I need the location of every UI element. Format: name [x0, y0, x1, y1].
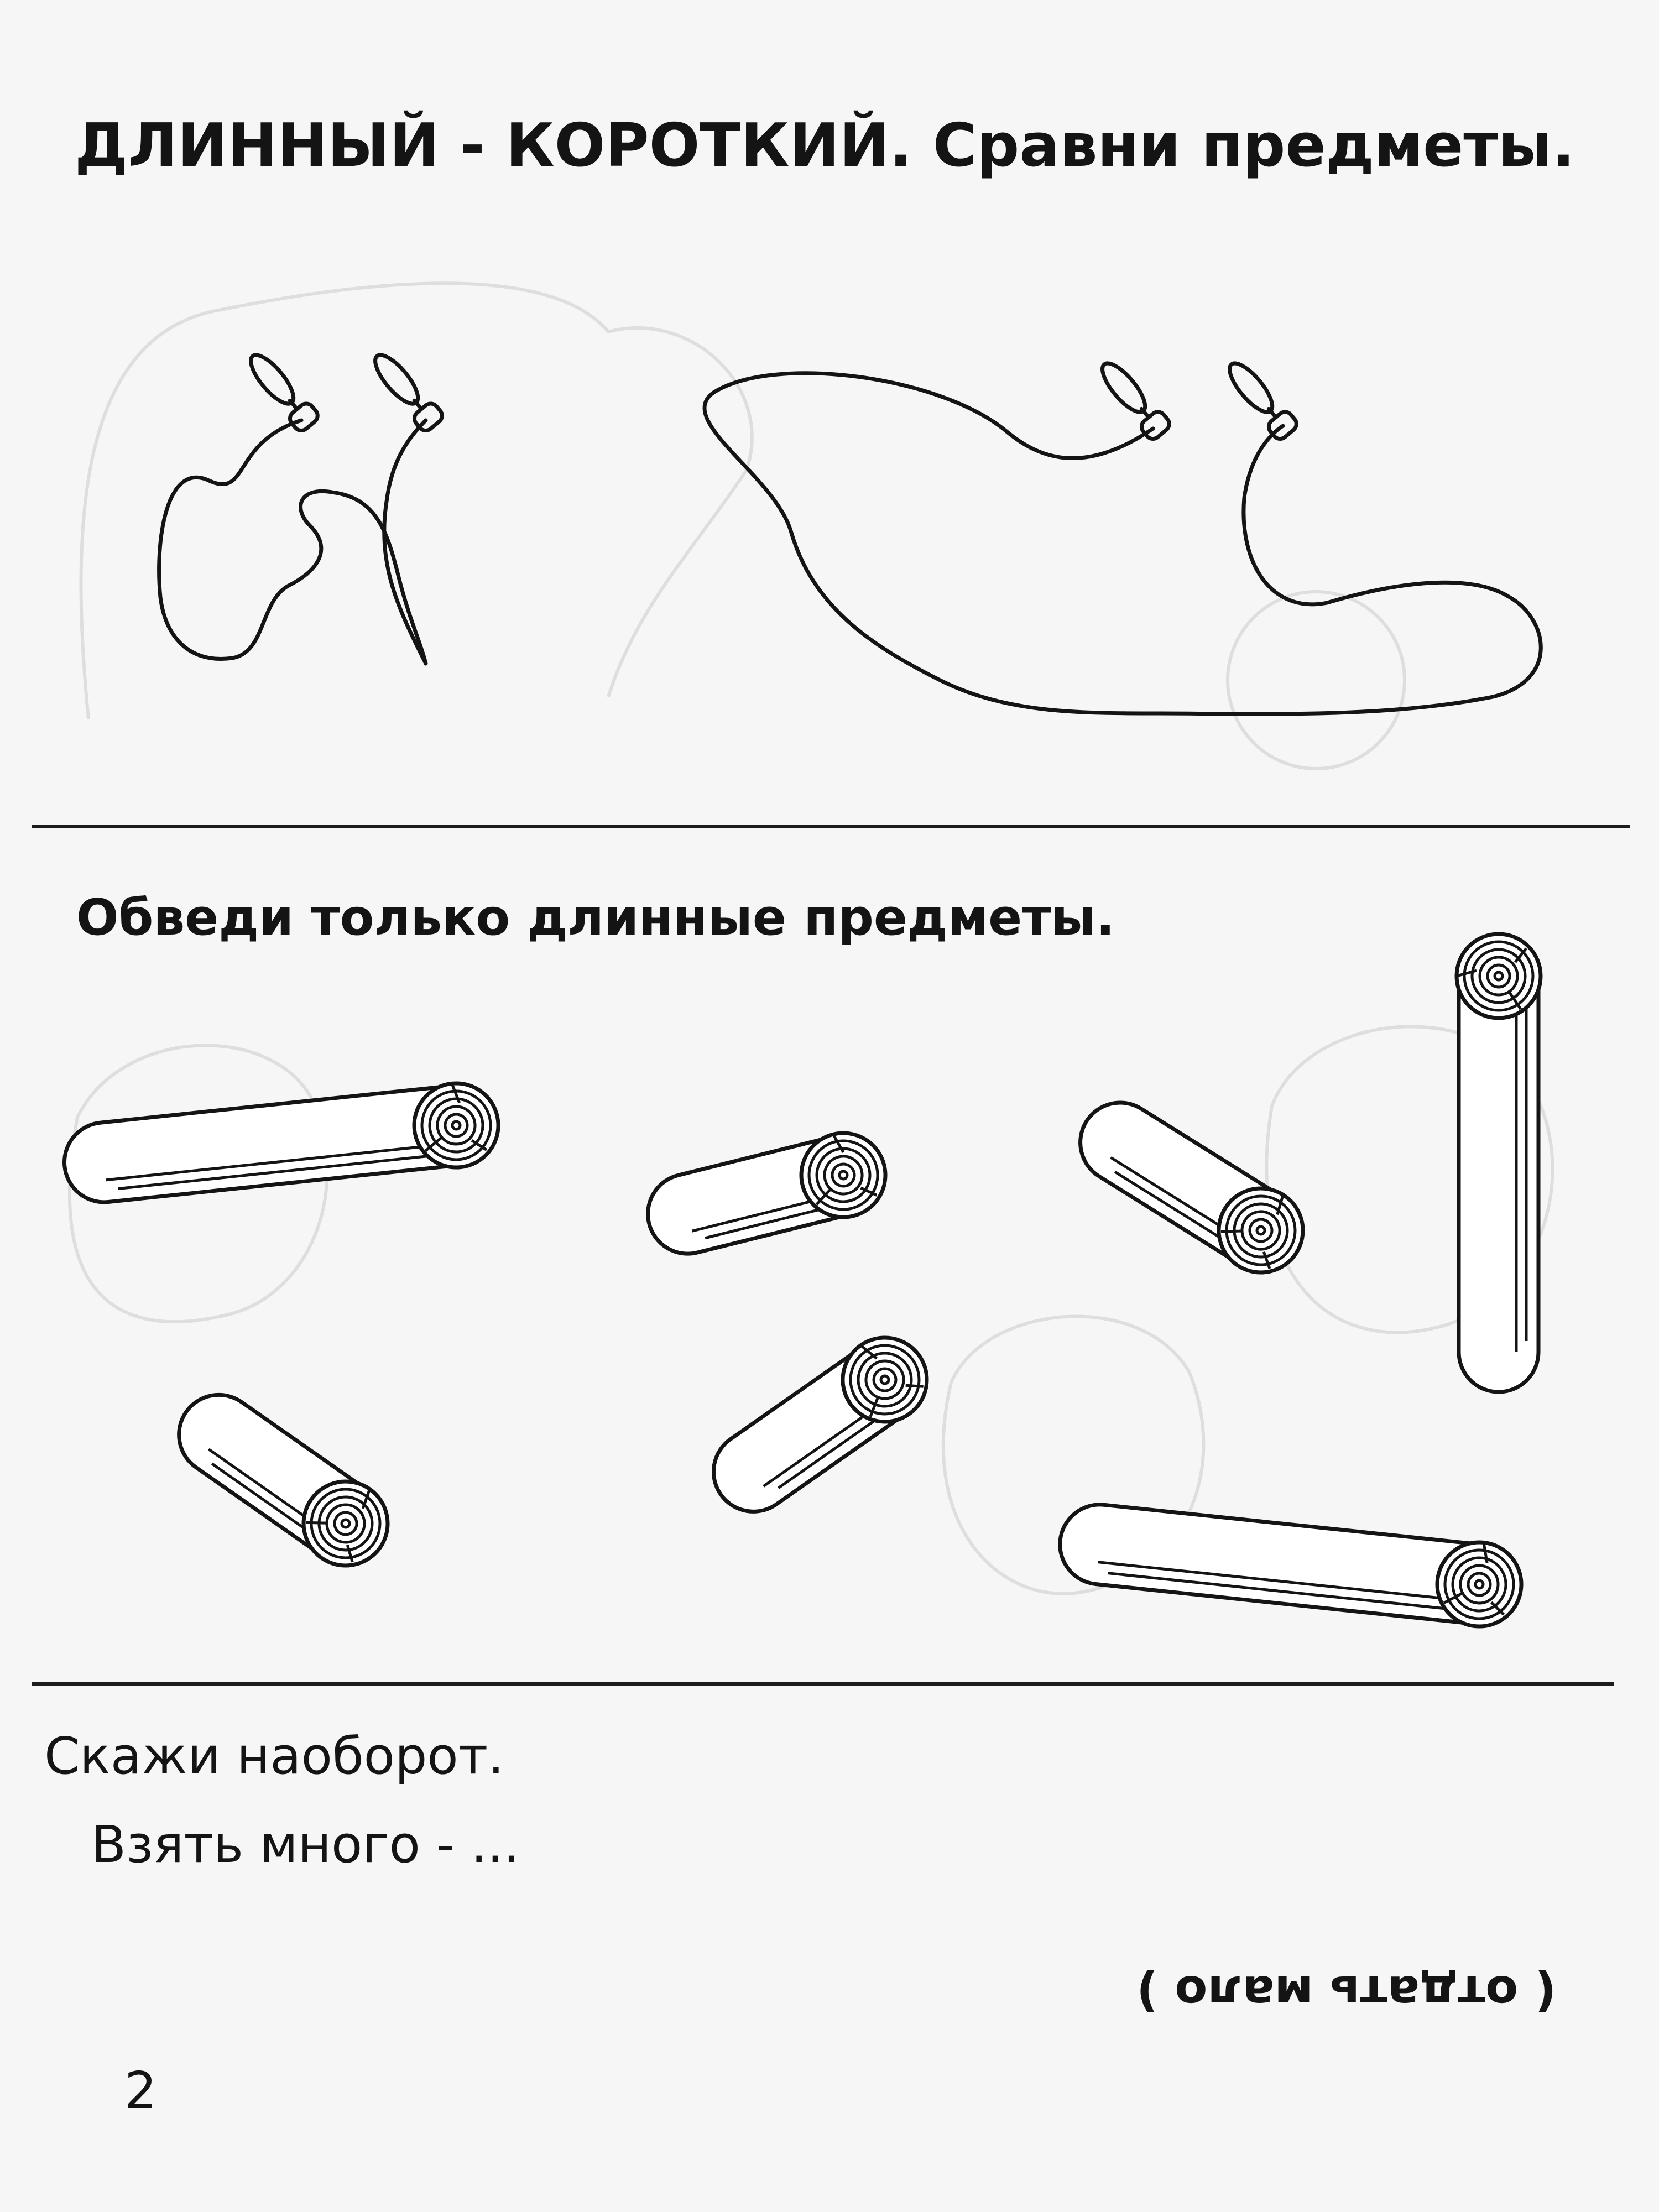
log-5-short: [162, 1378, 404, 1582]
section-divider: [32, 1682, 1614, 1686]
log-3-short: [1064, 1086, 1318, 1288]
opposite-example: Взять много - ...: [91, 1815, 520, 1874]
task-instruction-logs: Обведи только длинные предметы.: [76, 889, 1115, 947]
page-title: ДЛИННЫЙ - КОРОТКИЙ. Сравни предметы.: [75, 111, 1575, 180]
log-1-long: [60, 1079, 503, 1208]
upside-down-answer: ( отдать мало ): [1136, 1965, 1557, 2020]
log-4-long: [1457, 934, 1541, 1392]
page-number: 2: [124, 2061, 157, 2120]
log-6-short: [697, 1321, 943, 1529]
log-2-short: [639, 1124, 894, 1264]
task-instruction-opposites: Скажи наоборот.: [44, 1726, 504, 1786]
log-7-long: [1056, 1499, 1525, 1631]
